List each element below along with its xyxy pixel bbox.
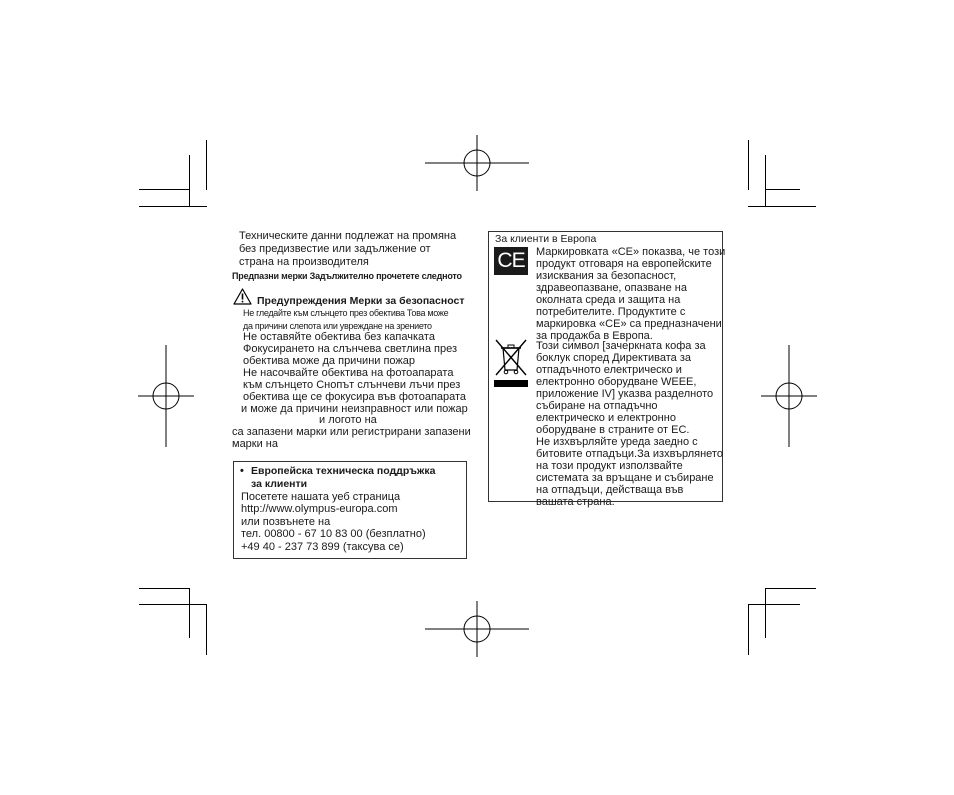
- precautions-heading: Предпазни мерки Задължително прочетете следното: [232, 271, 462, 281]
- body-line-7: и може да причини неизправност или пожар: [241, 403, 468, 415]
- weee-line-12: системата за връщане и събиране: [536, 472, 714, 484]
- support-line-1: Посетете нашата уеб страница: [241, 491, 401, 503]
- weee-line-7: електрическо и електронно: [536, 412, 676, 424]
- weee-line-9: Не изхвърляйте уреда заедно с: [536, 436, 698, 448]
- trademark-line-2: марки на: [232, 438, 279, 450]
- body-line-1: Не оставяйте обектива без капачката: [243, 331, 435, 343]
- body-line-6: обектива ще се фокусира във фотоапарата: [243, 391, 467, 403]
- registration-mark-left: [138, 345, 194, 447]
- weee-line-5: приложение IV] указва разделното: [536, 388, 714, 400]
- europe-title: За клиенти в Европа: [495, 233, 597, 245]
- weee-line-3: отпадъчното електрическо и: [536, 364, 682, 376]
- support-title-line-1: Европейска техническа поддръжка: [251, 465, 436, 477]
- specs-note-line-3: страна на производителя: [239, 256, 369, 268]
- crop-mark-bottom-left: [139, 588, 190, 589]
- crop-mark-top-left: [206, 140, 207, 190]
- body-line-4: Не насочвайте обектива на фотоапарата: [243, 367, 454, 379]
- europe-box: [488, 231, 726, 508]
- support-title-line-2: за клиенти: [251, 478, 308, 490]
- support-box: [233, 461, 467, 559]
- specs-note-line-1: Техническите данни подлежат на промяна: [239, 230, 457, 242]
- registration-mark-bottom: [425, 601, 529, 657]
- weee-line-13: на отпадъци, действаща във: [536, 484, 684, 496]
- weee-line-8: оборудване в страните от ЕС.: [536, 424, 690, 436]
- body-line-3: обектива може да причини пожар: [243, 355, 416, 367]
- ce-line-3: изисквания за безопасност,: [536, 270, 677, 282]
- ce-line-5: околната среда и защита на: [536, 294, 681, 306]
- ce-line-2: продукт отговаря на европейските: [536, 258, 712, 270]
- weee-line-14: вашата страна.: [536, 496, 615, 508]
- registration-mark-right: [761, 345, 817, 447]
- weee-line-4: електронно оборудване WEEE,: [536, 376, 697, 388]
- trademark-line-1: са запазени марки или регистрирани запазени: [232, 426, 471, 438]
- ce-line-4: здравеопазване, опазване на: [536, 282, 687, 294]
- body-line-8: и логото на: [319, 414, 377, 426]
- warning-heading: Предупреждения Мерки за безопасност: [257, 295, 465, 307]
- warning-line-2: да причини слепота или увреждане на зрението: [243, 321, 432, 331]
- support-phone-paid: +49 40 - 237 73 899 (таксува се): [241, 541, 404, 553]
- weee-line-10: битовите отпадъци.За изхвърлянето: [536, 448, 723, 460]
- ce-line-1: Маркировката «CE» показва, че този: [536, 246, 726, 258]
- warning-line-1: Не гледайте към слънцето през обектива Това може: [243, 308, 449, 318]
- body-line-2: Фокусирането на слънчева светлина през: [243, 343, 458, 355]
- specs-note-line-2: без предизвестие или задължение от: [239, 243, 431, 255]
- ce-line-6: потребителите. Продуктите с: [536, 306, 686, 318]
- support-phone-free: тел. 00800 - 67 10 83 00 (безплатно): [241, 528, 426, 540]
- ce-line-7: маркировка «CE» са предназначени: [536, 318, 722, 330]
- body-line-5: към слънцето Снопът слънчеви лъчи през: [243, 379, 461, 391]
- registration-mark-top: [425, 135, 529, 191]
- weee-line-2: боклук според Директивата за: [536, 352, 691, 364]
- ce-mark-label: CE: [497, 249, 525, 272]
- support-bullet: •: [240, 465, 244, 477]
- weee-line-6: събиране на отпадъчно: [536, 400, 658, 412]
- crop-mark-top-right: [748, 140, 749, 190]
- support-line-3: или позвънете на: [241, 516, 331, 528]
- ce-mark-icon: [494, 247, 528, 275]
- support-website-link[interactable]: http://www.olympus-europa.com: [241, 503, 398, 515]
- weee-crossed-bin-icon: [492, 339, 530, 389]
- weee-line-11: на този продукт използвайте: [536, 460, 683, 472]
- weee-line-1: Този символ [зачеркната кофа за: [536, 340, 706, 352]
- crop-mark-bottom-right: [765, 588, 816, 589]
- ce-line-8: за продажба в Европа.: [536, 330, 653, 342]
- warning-triangle-icon: [233, 288, 252, 305]
